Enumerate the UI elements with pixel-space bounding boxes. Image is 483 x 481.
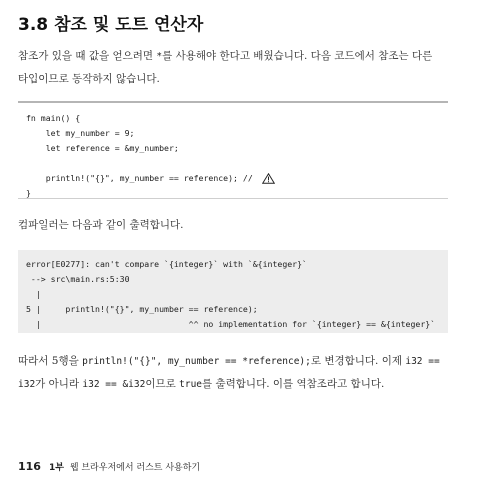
- fix-code: i32 ==: [405, 356, 440, 367]
- intro-line-1: [18, 45, 458, 68]
- fix-code: i32: [18, 379, 36, 390]
- output-line: | ^^ no implementation for `{integer} == &{integer}`: [26, 319, 436, 329]
- compile-note-text: 컴파일러는 다음과 같이 출력합니다.: [18, 219, 184, 231]
- fix-text: 를 출력합니다. 이를 역참조라고 합니다.: [202, 378, 385, 390]
- part-label: 1부: [48, 463, 64, 473]
- section-title: 참조 및 도트 연산자: [54, 15, 204, 35]
- code-line-with-warning: [26, 171, 448, 186]
- deref-operator-code: *: [156, 51, 163, 62]
- code-line: let reference = &my_number;: [26, 143, 179, 153]
- output-line: 5 | println!("{}", my_number == reference);: [26, 304, 258, 314]
- fix-code: println!("{}", my_number == *reference);: [82, 356, 311, 367]
- intro-line-2: 타입이므로 동작하지 않습니다.: [18, 73, 160, 85]
- section-heading: [18, 10, 203, 35]
- fix-text: 로 변경합니다. 이제: [310, 355, 406, 367]
- fix-line-2: [18, 373, 458, 396]
- warning-triangle-icon: [262, 173, 275, 184]
- code-line-text: println!("{}", my_number == reference); //: [26, 173, 258, 183]
- code-line: let my_number = 9;: [26, 128, 135, 138]
- fix-paragraph: [18, 350, 458, 396]
- section-number: 3.8: [18, 15, 49, 35]
- fix-line-1: [18, 350, 458, 373]
- fix-code: i32 == &i32: [82, 379, 146, 390]
- intro-paragraph: [18, 45, 458, 90]
- fix-code: true: [179, 379, 203, 390]
- output-line: |: [26, 289, 41, 299]
- fix-text: 가 아니라: [35, 378, 83, 390]
- intro-text-a: 참조가 있을 때 값을 얻으려면: [18, 50, 157, 62]
- code-line: [26, 156, 448, 171]
- source-code-block: [18, 101, 448, 199]
- compiler-output-block: [18, 250, 448, 333]
- output-line: error[E0277]: can't compare `{integer}` with `&{integer}`: [26, 259, 307, 269]
- page-footer: [18, 460, 200, 473]
- compile-note: [18, 214, 458, 236]
- book-title: 웹 브라우저에서 러스트 사용하기: [69, 463, 201, 473]
- fix-text: 이므로: [145, 378, 180, 390]
- intro-text-b: 를 사용해야 한다고 배웠습니다. 다음 코드에서 참조는 다른: [162, 50, 433, 62]
- code-line: }: [26, 188, 31, 198]
- fix-text: 따라서 5행을: [18, 355, 83, 367]
- code-line: fn main() {: [26, 113, 81, 123]
- page-number: 116: [18, 460, 41, 473]
- output-line: --> src\main.rs:5:30: [26, 274, 130, 284]
